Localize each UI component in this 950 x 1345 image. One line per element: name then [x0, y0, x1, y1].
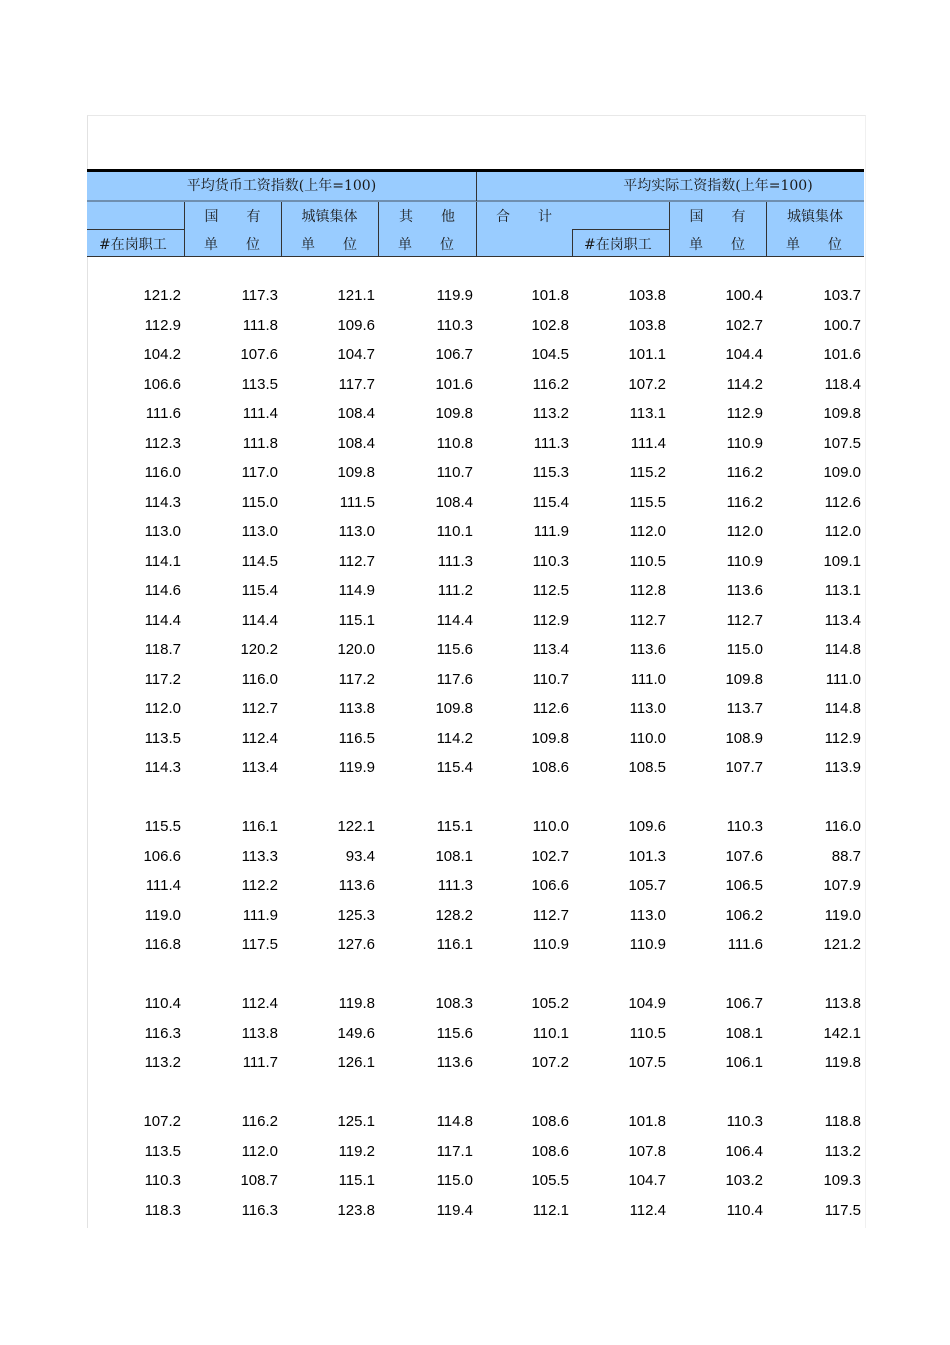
- table-cell: 103.8: [628, 316, 666, 334]
- table-cell: 110.9: [532, 936, 569, 953]
- table-cell: 110.3: [726, 1113, 763, 1130]
- table-cell: 106.6: [143, 847, 181, 865]
- table-cell: 106.7: [435, 346, 473, 363]
- table-cell: 113.0: [241, 523, 278, 540]
- table-cell: 113.4: [532, 641, 569, 658]
- table-cell: 112.4: [629, 1201, 666, 1219]
- table-cell: 108.4: [435, 493, 473, 511]
- table-cell: 102.7: [725, 316, 763, 334]
- table-cell: 111.4: [630, 434, 666, 452]
- table-cell: 112.1: [532, 1201, 569, 1219]
- table-cell: 113.7: [726, 700, 763, 717]
- table-row: [0, 375, 950, 395]
- table-cell: 101.8: [628, 1113, 666, 1130]
- table-cell: 119.9: [338, 759, 375, 776]
- table-cell: 128.2: [435, 906, 473, 924]
- table-row: [0, 345, 950, 365]
- table-cell: 110.0: [629, 729, 666, 747]
- header-divider: [87, 229, 184, 230]
- table-cell: 112.7: [338, 552, 375, 570]
- table-cell: 100.7: [823, 316, 861, 334]
- table-cell: 114.4: [241, 611, 278, 629]
- table-cell: 102.8: [531, 316, 569, 334]
- table-cell: 111.5: [339, 493, 375, 511]
- table-cell: 107.5: [628, 1054, 666, 1071]
- table-cell: 106.6: [143, 375, 181, 393]
- table-cell: 117.2: [338, 670, 375, 688]
- group-header-nominal: [87, 172, 476, 201]
- table-row: [0, 640, 950, 660]
- table-row: [0, 581, 950, 601]
- header-bottom-rule: [87, 256, 864, 257]
- table-cell: 121.2: [823, 936, 861, 953]
- table-cell: 111.3: [437, 877, 473, 894]
- header-divider: [669, 201, 670, 256]
- table-cell: 106.2: [725, 906, 763, 924]
- table-cell: 115.4: [241, 582, 278, 599]
- table-cell: 113.8: [241, 1024, 278, 1042]
- table-cell: 109.8: [823, 405, 861, 422]
- column-header-bottom: #在岗职工: [99, 237, 167, 253]
- table-cell: 110.7: [436, 464, 473, 481]
- table-cell: 101.3: [628, 847, 666, 865]
- table-cell: 104.7: [628, 1172, 666, 1189]
- table-cell: 108.3: [435, 995, 473, 1012]
- table-cell: 106.6: [531, 877, 569, 894]
- table-cell: 113.4: [824, 611, 861, 629]
- column-header-top: 国 有: [689, 209, 746, 225]
- table-cell: 104.5: [531, 346, 569, 363]
- table-cell: 113.8: [338, 700, 375, 717]
- column-header-bottom: 单 位: [689, 237, 745, 253]
- table-row: [0, 817, 950, 837]
- table-row: [0, 522, 950, 542]
- table-cell: 115.6: [436, 641, 473, 658]
- table-cell: 110.3: [436, 316, 473, 334]
- table-cell: 119.8: [824, 1054, 861, 1071]
- table-cell: 114.8: [436, 1113, 473, 1130]
- column-header-bottom: #在岗职工: [584, 237, 652, 253]
- table-cell: 107.7: [725, 759, 763, 776]
- table-cell: 112.9: [532, 611, 569, 629]
- table-cell: 113.0: [144, 523, 181, 540]
- header-divider: [184, 201, 185, 256]
- table-cell: 113.9: [824, 759, 861, 776]
- table-cell: 122.1: [337, 818, 375, 835]
- table-cell: 114.4: [144, 611, 181, 629]
- table-cell: 114.8: [824, 700, 861, 717]
- table-cell: 106.5: [725, 877, 763, 894]
- column-header-top: 其 他: [399, 209, 455, 225]
- table-cell: 114.3: [144, 759, 181, 776]
- table-cell: 110.1: [436, 523, 473, 540]
- table-cell: 111.4: [242, 405, 278, 422]
- table-cell: 119.2: [338, 1142, 375, 1160]
- table-cell: 118.3: [144, 1201, 181, 1219]
- table-cell: 123.8: [337, 1201, 375, 1219]
- table-cell: 119.8: [338, 995, 375, 1012]
- header-divider: [572, 229, 573, 256]
- table-row: [0, 847, 950, 867]
- table-cell: 111.6: [727, 936, 763, 953]
- table-cell: 116.5: [338, 729, 375, 747]
- table-cell: 113.6: [629, 641, 666, 658]
- table-cell: 111.4: [145, 877, 181, 894]
- table-cell: 120.0: [337, 641, 375, 658]
- table-cell: 106.1: [725, 1054, 763, 1071]
- table-cell: 116.1: [436, 936, 473, 953]
- header-divider: [476, 172, 477, 256]
- table-cell: 112.8: [629, 582, 666, 599]
- table-row: [0, 1142, 950, 1162]
- table-cell: 114.8: [824, 641, 861, 658]
- table-cell: 108.6: [531, 1113, 569, 1130]
- table-cell: 113.6: [436, 1054, 473, 1071]
- table-cell: 115.0: [726, 641, 763, 658]
- table-cell: 110.4: [726, 1201, 763, 1219]
- header-divider: [378, 201, 379, 256]
- table-cell: 116.2: [241, 1113, 278, 1130]
- table-cell: 117.5: [824, 1201, 861, 1219]
- table-cell: 116.3: [144, 1024, 181, 1042]
- table-cell: 104.4: [725, 346, 763, 363]
- table-cell: 107.6: [725, 847, 763, 865]
- table-row: [0, 758, 950, 778]
- table-cell: 117.2: [144, 670, 181, 688]
- table-cell: 125.1: [337, 1113, 375, 1130]
- table-cell: 116.0: [144, 464, 181, 481]
- table-row: [0, 434, 950, 454]
- table-row: [0, 994, 950, 1014]
- table-cell: 110.5: [629, 1024, 666, 1042]
- table-row: [0, 404, 950, 424]
- table-cell: 101.1: [628, 346, 666, 363]
- table-cell: 114.4: [436, 611, 473, 629]
- table-cell: 103.7: [823, 287, 861, 304]
- table-cell: 112.0: [241, 1142, 278, 1160]
- table-cell: 107.5: [823, 434, 861, 452]
- table-cell: 116.3: [241, 1201, 278, 1219]
- table-cell: 116.0: [241, 670, 278, 688]
- table-cell: 109.8: [531, 729, 569, 747]
- table-cell: 100.4: [725, 287, 763, 304]
- table-cell: 117.7: [338, 375, 375, 393]
- table-cell: 110.5: [629, 552, 666, 570]
- table-cell: 115.1: [338, 1172, 375, 1189]
- table-cell: 107.6: [240, 346, 278, 363]
- table-cell: 114.2: [726, 375, 763, 393]
- table-cell: 107.2: [143, 1113, 181, 1130]
- table-cell: 115.0: [241, 493, 278, 511]
- table-cell: 107.2: [531, 1054, 569, 1071]
- table-cell: 108.4: [337, 434, 375, 452]
- table-cell: 119.9: [436, 287, 473, 304]
- table-cell: 118.7: [144, 641, 181, 658]
- table-cell: 115.2: [629, 464, 666, 481]
- table-cell: 126.1: [337, 1054, 375, 1071]
- table-cell: 115.4: [532, 493, 569, 511]
- table-cell: 127.6: [337, 936, 375, 953]
- table-cell: 104.9: [628, 995, 666, 1012]
- table-cell: 110.3: [532, 552, 569, 570]
- table-cell: 109.1: [823, 552, 861, 570]
- table-cell: 112.0: [824, 523, 861, 540]
- table-row: [0, 1112, 950, 1132]
- table-cell: 101.8: [531, 287, 569, 304]
- table-cell: 116.2: [532, 375, 569, 393]
- header-divider: [572, 229, 669, 230]
- table-cell: 114.9: [338, 582, 375, 599]
- table-cell: 105.2: [531, 995, 569, 1012]
- header-divider: [766, 201, 767, 256]
- table-cell: 115.6: [436, 1024, 473, 1042]
- table-cell: 108.9: [725, 729, 763, 747]
- table-cell: 108.5: [628, 759, 666, 776]
- table-cell: 118.8: [824, 1113, 861, 1130]
- header-divider: [281, 201, 282, 256]
- table-cell: 113.3: [241, 847, 278, 865]
- table-cell: 113.0: [629, 906, 666, 924]
- table-cell: 112.7: [532, 906, 569, 924]
- table-cell: 112.9: [726, 405, 763, 422]
- table-cell: 111.8: [242, 316, 278, 334]
- table-cell: 105.7: [628, 877, 666, 894]
- table-cell: 110.3: [726, 818, 763, 835]
- table-row: [0, 876, 950, 896]
- table-cell: 108.6: [531, 1142, 569, 1160]
- table-cell: 112.9: [144, 316, 181, 334]
- column-header-top: 合 计: [496, 209, 552, 225]
- table-cell: 104.2: [143, 346, 181, 363]
- table-cell: 111.9: [533, 523, 569, 540]
- table-cell: 109.8: [435, 700, 473, 717]
- table-cell: 121.2: [143, 287, 181, 304]
- table-cell: 113.2: [532, 405, 569, 422]
- table-cell: 113.2: [824, 1142, 861, 1160]
- table-cell: 121.1: [337, 287, 375, 304]
- table-cell: 113.5: [144, 729, 181, 747]
- table-cell: 116.2: [726, 464, 763, 481]
- table-cell: 112.6: [824, 493, 861, 511]
- table-cell: 112.7: [241, 700, 278, 717]
- table-row: [0, 1053, 950, 1073]
- table-cell: 114.1: [144, 552, 181, 570]
- table-row: [0, 906, 950, 926]
- table-cell: 118.4: [824, 375, 861, 393]
- table-cell: 116.2: [726, 493, 763, 511]
- table-cell: 107.2: [628, 375, 666, 393]
- table-cell: 112.7: [726, 611, 763, 629]
- table-row: [0, 316, 950, 336]
- table-cell: 149.6: [337, 1024, 375, 1042]
- table-cell: 115.1: [436, 818, 473, 835]
- table-cell: 115.5: [629, 493, 666, 511]
- table-cell: 106.7: [725, 995, 763, 1012]
- table-cell: 116.8: [144, 936, 181, 953]
- table-cell: 112.0: [144, 700, 181, 717]
- table-cell: 109.6: [628, 818, 666, 835]
- column-header-bottom: 单 位: [301, 237, 357, 253]
- table-cell: 111.6: [145, 405, 181, 422]
- table-cell: 107.8: [628, 1142, 666, 1160]
- table-cell: 88.7: [831, 847, 861, 865]
- table-cell: 115.1: [338, 611, 375, 629]
- table-cell: 112.3: [144, 434, 181, 452]
- table-cell: 93.4: [345, 847, 375, 865]
- column-header-bottom: 单 位: [398, 237, 454, 253]
- table-cell: 113.0: [629, 700, 666, 717]
- table-cell: 113.2: [144, 1054, 181, 1071]
- table-cell: 108.1: [435, 847, 473, 865]
- column-header-top: 城镇集体: [787, 209, 843, 225]
- table-cell: 110.3: [144, 1172, 181, 1189]
- table-cell: 110.9: [726, 552, 763, 570]
- table-cell: 112.5: [532, 582, 569, 599]
- table-row: [0, 463, 950, 483]
- table-cell: 114.2: [436, 729, 473, 747]
- table-cell: 117.6: [436, 670, 473, 688]
- table-cell: 119.0: [824, 906, 861, 924]
- table-cell: 101.6: [435, 375, 473, 393]
- table-cell: 108.7: [240, 1172, 278, 1189]
- table-cell: 125.3: [337, 906, 375, 924]
- table-cell: 110.0: [532, 818, 569, 835]
- table-cell: 105.5: [531, 1172, 569, 1189]
- table-cell: 113.1: [629, 405, 666, 422]
- table-cell: 113.6: [726, 582, 763, 599]
- header-divider: [87, 201, 864, 202]
- table-cell: 109.8: [435, 405, 473, 422]
- column-header-bottom: 单 位: [786, 237, 842, 253]
- table-cell: 119.0: [144, 906, 181, 924]
- table-row: [0, 552, 950, 572]
- table-cell: 113.5: [144, 1142, 181, 1160]
- table-cell: 111.7: [242, 1054, 278, 1071]
- table-row: [0, 729, 950, 749]
- table-cell: 112.7: [629, 611, 666, 629]
- table-cell: 115.0: [436, 1172, 473, 1189]
- table-cell: 110.8: [436, 434, 473, 452]
- table-cell: 108.6: [531, 759, 569, 776]
- table-cell: 108.4: [337, 405, 375, 422]
- table-cell: 119.4: [436, 1201, 473, 1219]
- table-cell: 113.0: [338, 523, 375, 540]
- table-cell: 116.0: [824, 818, 861, 835]
- table-cell: 111.2: [437, 582, 473, 599]
- table-cell: 114.6: [144, 582, 181, 599]
- table-cell: 111.9: [242, 906, 278, 924]
- table-cell: 109.8: [337, 464, 375, 481]
- table-cell: 107.9: [823, 877, 861, 894]
- table-cell: 120.2: [240, 641, 278, 658]
- table-cell: 113.1: [824, 582, 861, 599]
- table-cell: 117.1: [436, 1142, 473, 1160]
- group-header-real-label: 平均实际工资指数(上年=100): [623, 178, 813, 194]
- group-header-nominal-label: 平均货币工资指数(上年=100): [186, 178, 377, 194]
- table-cell: 110.1: [532, 1024, 569, 1042]
- table-cell: 109.0: [823, 464, 861, 481]
- table-cell: 117.3: [241, 287, 278, 304]
- table-cell: 104.7: [337, 346, 375, 363]
- table-cell: 103.2: [725, 1172, 763, 1189]
- table-cell: 112.2: [241, 877, 278, 894]
- table-row: [0, 1201, 950, 1221]
- table-cell: 115.5: [144, 818, 181, 835]
- table-cell: 113.8: [824, 995, 861, 1012]
- table-cell: 112.4: [241, 995, 278, 1012]
- table-cell: 111.0: [630, 670, 666, 688]
- table-row: [0, 935, 950, 955]
- table-cell: 112.0: [629, 523, 666, 540]
- table-cell: 111.3: [437, 552, 473, 570]
- table-cell: 110.7: [532, 670, 569, 688]
- table-cell: 117.0: [241, 464, 278, 481]
- table-row: [0, 611, 950, 631]
- table-cell: 109.3: [823, 1172, 861, 1189]
- table-cell: 111.0: [825, 670, 861, 688]
- table-cell: 116.1: [241, 818, 278, 835]
- table-row: [0, 286, 950, 306]
- table-row: [0, 1024, 950, 1044]
- table-row: [0, 699, 950, 719]
- table-cell: 109.8: [725, 670, 763, 688]
- table-cell: 112.6: [532, 700, 569, 717]
- table-cell: 106.4: [725, 1142, 763, 1160]
- table-cell: 102.7: [531, 847, 569, 865]
- column-header-bottom: 单 位: [204, 237, 260, 253]
- table-cell: 103.8: [628, 287, 666, 304]
- table-row: [0, 1171, 950, 1191]
- table-cell: 113.4: [241, 759, 278, 776]
- table-cell: 101.6: [823, 346, 861, 363]
- table-cell: 115.4: [436, 759, 473, 776]
- table-cell: 110.4: [144, 995, 181, 1012]
- group-header-real: [476, 172, 864, 201]
- table-row: [0, 670, 950, 690]
- table-cell: 110.9: [629, 936, 666, 953]
- table-cell: 113.5: [241, 375, 278, 393]
- column-header-top: 城镇集体: [301, 209, 358, 225]
- table-cell: 108.1: [725, 1024, 763, 1042]
- table-cell: 142.1: [823, 1024, 861, 1042]
- table-cell: 111.8: [242, 434, 278, 452]
- table-cell: 114.3: [144, 493, 181, 511]
- table-cell: 112.9: [824, 729, 861, 747]
- table-cell: 112.4: [241, 729, 278, 747]
- table-cell: 115.3: [532, 464, 569, 481]
- table-cell: 117.5: [241, 936, 278, 953]
- table-cell: 109.6: [337, 316, 375, 334]
- column-header-top: 国 有: [204, 209, 261, 225]
- table-row: [0, 493, 950, 513]
- table-cell: 113.6: [338, 877, 375, 894]
- table-cell: 114.5: [241, 552, 278, 570]
- table-cell: 110.9: [726, 434, 763, 452]
- table-cell: 112.0: [726, 523, 763, 540]
- table-cell: 111.3: [533, 434, 569, 452]
